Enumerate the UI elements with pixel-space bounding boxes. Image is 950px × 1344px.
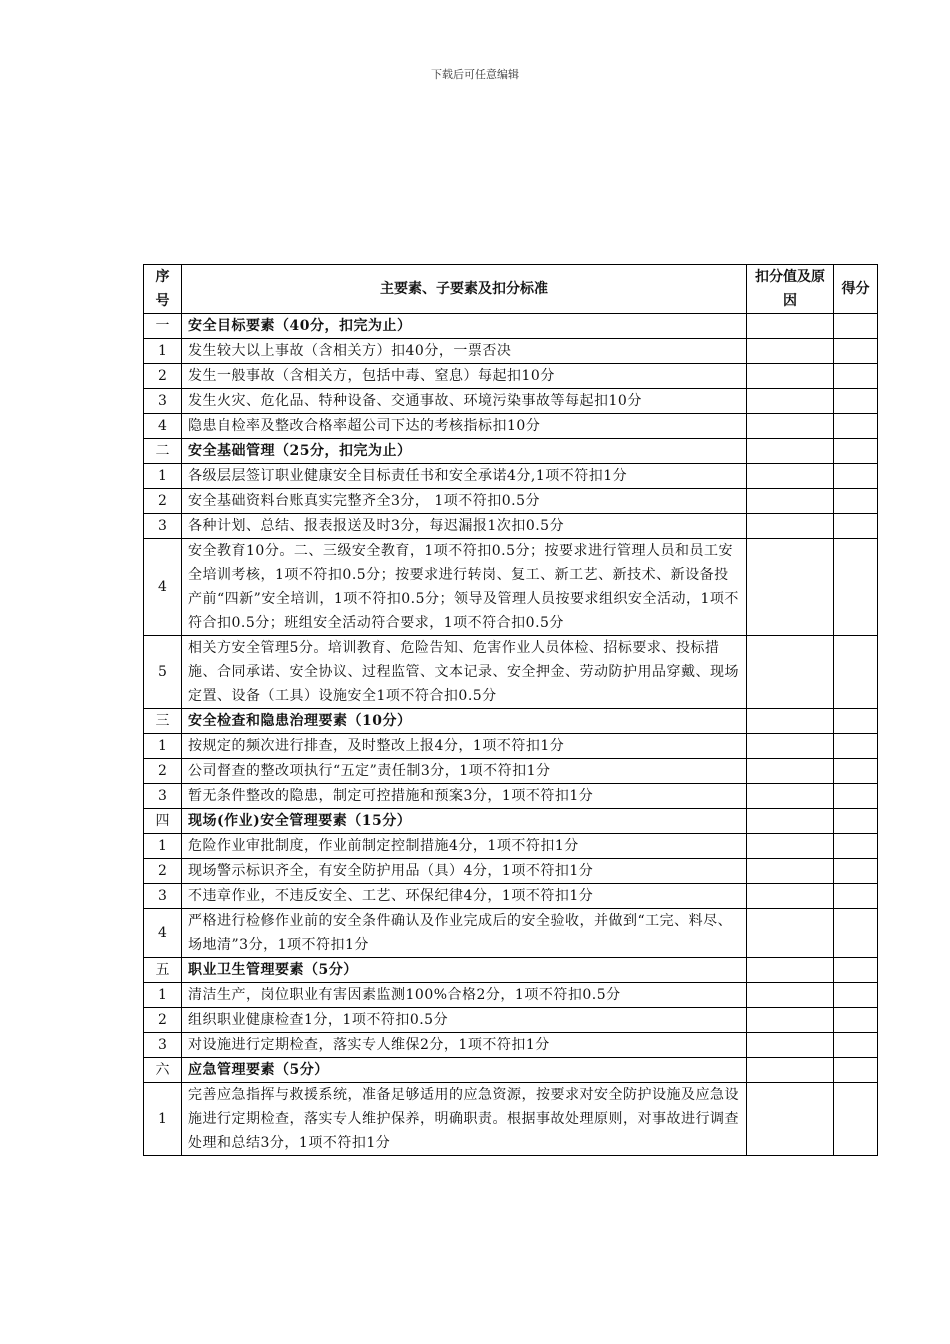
score-cell bbox=[834, 1033, 878, 1058]
table-row bbox=[144, 884, 878, 909]
criterion-text: 对设施进行定期检查，落实专人维保2分，1项不符扣1分 bbox=[182, 1033, 747, 1058]
table-row bbox=[144, 489, 878, 514]
score-cell bbox=[834, 439, 878, 464]
criterion-text: 安全基础资料台账真实完整齐全3分， 1项不符扣0.5分 bbox=[182, 489, 747, 514]
deduction-cell bbox=[747, 834, 834, 859]
table-row bbox=[144, 859, 878, 884]
row-number: 1 bbox=[144, 339, 182, 364]
deduction-cell bbox=[747, 339, 834, 364]
table-row bbox=[144, 834, 878, 859]
row-number: 3 bbox=[144, 884, 182, 909]
deduction-cell bbox=[747, 809, 834, 834]
score-cell bbox=[834, 636, 878, 709]
table-row bbox=[144, 414, 878, 439]
criterion-text: 发生一般事故（含相关方，包括中毒、窒息）每起扣10分 bbox=[182, 364, 747, 389]
score-cell bbox=[834, 784, 878, 809]
deduction-cell bbox=[747, 958, 834, 983]
header-score: 得分 bbox=[834, 265, 878, 314]
section-row bbox=[144, 314, 878, 339]
row-number: 2 bbox=[144, 364, 182, 389]
deduction-cell bbox=[747, 859, 834, 884]
score-cell bbox=[834, 709, 878, 734]
table-row bbox=[144, 464, 878, 489]
deduction-cell bbox=[747, 734, 834, 759]
score-cell bbox=[834, 414, 878, 439]
section-row bbox=[144, 709, 878, 734]
table-row bbox=[144, 1083, 878, 1156]
criterion-text: 完善应急指挥与救援系统，准备足够适用的应急资源，按要求对安全防护设施及应急设施进行定期检查，落实专人维护保养，明确职责。根据事故处理原则，对事故进行调查处理和总结3分，1项不符扣1分 bbox=[182, 1083, 747, 1156]
row-number: 五 bbox=[144, 958, 182, 983]
section-row bbox=[144, 958, 878, 983]
section-row bbox=[144, 439, 878, 464]
score-cell bbox=[834, 958, 878, 983]
table-row bbox=[144, 909, 878, 958]
score-cell bbox=[834, 834, 878, 859]
deduction-cell bbox=[747, 539, 834, 636]
score-cell bbox=[834, 1058, 878, 1083]
row-number: 1 bbox=[144, 734, 182, 759]
deduction-cell bbox=[747, 759, 834, 784]
criterion-text: 不违章作业，不违反安全、工艺、环保纪律4分，1项不符扣1分 bbox=[182, 884, 747, 909]
criterion-text: 发生较大以上事故（含相关方）扣40分，一票否决 bbox=[182, 339, 747, 364]
row-number: 四 bbox=[144, 809, 182, 834]
criterion-text: 清洁生产，岗位职业有害因素监测100%合格2分，1项不符扣0.5分 bbox=[182, 983, 747, 1008]
deduction-cell bbox=[747, 884, 834, 909]
score-cell bbox=[834, 489, 878, 514]
score-cell bbox=[834, 464, 878, 489]
criterion-text: 各种计划、总结、报表报送及时3分，每迟漏报1次扣0.5分 bbox=[182, 514, 747, 539]
criterion-text: 现场警示标识齐全，有安全防护用品（具）4分，1项不符扣1分 bbox=[182, 859, 747, 884]
criterion-text: 隐患自检率及整改合格率超公司下达的考核指标扣10分 bbox=[182, 414, 747, 439]
table-row bbox=[144, 389, 878, 414]
row-number: 3 bbox=[144, 514, 182, 539]
table-header-row bbox=[144, 265, 878, 314]
row-number: 六 bbox=[144, 1058, 182, 1083]
table-row bbox=[144, 1008, 878, 1033]
row-number: 三 bbox=[144, 709, 182, 734]
deduction-cell bbox=[747, 389, 834, 414]
row-number: 2 bbox=[144, 1008, 182, 1033]
header-note: 下载后可任意编辑 bbox=[431, 68, 519, 81]
table-row bbox=[144, 759, 878, 784]
score-cell bbox=[834, 884, 878, 909]
row-number: 3 bbox=[144, 784, 182, 809]
section-title: 职业卫生管理要素（5分） bbox=[182, 958, 747, 983]
row-number: 3 bbox=[144, 389, 182, 414]
deduction-cell bbox=[747, 514, 834, 539]
header-main: 主要素、子要素及扣分标准 bbox=[182, 265, 747, 314]
row-number: 1 bbox=[144, 464, 182, 489]
table-row bbox=[144, 514, 878, 539]
section-row bbox=[144, 1058, 878, 1083]
table-row bbox=[144, 1033, 878, 1058]
deduction-cell bbox=[747, 414, 834, 439]
score-cell bbox=[834, 539, 878, 636]
row-number: 3 bbox=[144, 1033, 182, 1058]
row-number: 1 bbox=[144, 983, 182, 1008]
score-cell bbox=[834, 859, 878, 884]
criterion-text: 相关方安全管理5分。培训教育、危险告知、危害作业人员体检、招标要求、投标措施、合同承诺、安全协议、过程监管、文本记录、安全押金、劳动防护用品穿戴、现场定置、设备（工具）设施安全1项不符合扣0.5分 bbox=[182, 636, 747, 709]
deduction-cell bbox=[747, 1083, 834, 1156]
row-number: 4 bbox=[144, 539, 182, 636]
row-number: 一 bbox=[144, 314, 182, 339]
deduction-cell bbox=[747, 1033, 834, 1058]
score-cell bbox=[834, 514, 878, 539]
score-cell bbox=[834, 909, 878, 958]
deduction-cell bbox=[747, 1008, 834, 1033]
deduction-cell bbox=[747, 489, 834, 514]
score-cell bbox=[834, 983, 878, 1008]
row-number: 4 bbox=[144, 909, 182, 958]
score-cell bbox=[834, 389, 878, 414]
section-title: 现场(作业)安全管理要素（15分） bbox=[182, 809, 747, 834]
row-number: 1 bbox=[144, 1083, 182, 1156]
row-number: 2 bbox=[144, 489, 182, 514]
criterion-text: 按规定的频次进行排查，及时整改上报4分，1项不符扣1分 bbox=[182, 734, 747, 759]
deduction-cell bbox=[747, 983, 834, 1008]
table-body bbox=[144, 314, 878, 1156]
row-number: 2 bbox=[144, 859, 182, 884]
section-title: 安全目标要素（40分，扣完为止） bbox=[182, 314, 747, 339]
header-no: 序号 bbox=[144, 265, 182, 314]
section-title: 安全基础管理（25分，扣完为止） bbox=[182, 439, 747, 464]
row-number: 1 bbox=[144, 834, 182, 859]
section-title: 应急管理要素（5分） bbox=[182, 1058, 747, 1083]
score-cell bbox=[834, 809, 878, 834]
deduction-cell bbox=[747, 464, 834, 489]
table-row bbox=[144, 784, 878, 809]
deduction-cell bbox=[747, 1058, 834, 1083]
deduction-cell bbox=[747, 439, 834, 464]
table-row bbox=[144, 734, 878, 759]
deduction-cell bbox=[747, 909, 834, 958]
score-cell bbox=[834, 364, 878, 389]
section-title: 安全检查和隐患治理要素（10分） bbox=[182, 709, 747, 734]
deduction-cell bbox=[747, 709, 834, 734]
score-cell bbox=[834, 1008, 878, 1033]
score-cell bbox=[834, 1083, 878, 1156]
section-row bbox=[144, 809, 878, 834]
criterion-text: 暂无条件整改的隐患，制定可控措施和预案3分，1项不符扣1分 bbox=[182, 784, 747, 809]
row-number: 5 bbox=[144, 636, 182, 709]
scoring-table bbox=[143, 264, 878, 1156]
criterion-text: 公司督查的整改项执行“五定”责任制3分，1项不符扣1分 bbox=[182, 759, 747, 784]
criterion-text: 危险作业审批制度，作业前制定控制措施4分，1项不符扣1分 bbox=[182, 834, 747, 859]
criterion-text: 安全教育10分。二、三级安全教育，1项不符扣0.5分；按要求进行管理人员和员工安全培训考核，1项不符扣0.5分；按要求进行转岗、复工、新工艺、新技术、新设备投产前“四新”安全培训，1项不符扣0.5分；领导及管理人员按要求组织安全活动，1项不符合扣0.5分；班组安全活动符合要求，1项不符合扣0.5分 bbox=[182, 539, 747, 636]
row-number: 2 bbox=[144, 759, 182, 784]
score-cell bbox=[834, 734, 878, 759]
deduction-cell bbox=[747, 314, 834, 339]
criterion-text: 各级层层签订职业健康安全目标责任书和安全承诺4分,1项不符扣1分 bbox=[182, 464, 747, 489]
criterion-text: 严格进行检修作业前的安全条件确认及作业完成后的安全验收，并做到“工完、料尽、场地清”3分，1项不符扣1分 bbox=[182, 909, 747, 958]
deduction-cell bbox=[747, 636, 834, 709]
table-row bbox=[144, 364, 878, 389]
header-deduction: 扣分值及原因 bbox=[747, 265, 834, 314]
table-row bbox=[144, 636, 878, 709]
deduction-cell bbox=[747, 784, 834, 809]
row-number: 4 bbox=[144, 414, 182, 439]
row-number: 二 bbox=[144, 439, 182, 464]
criterion-text: 发生火灾、危化品、特种设备、交通事故、环境污染事故等每起扣10分 bbox=[182, 389, 747, 414]
table-row bbox=[144, 983, 878, 1008]
table-row bbox=[144, 339, 878, 364]
score-cell bbox=[834, 314, 878, 339]
score-cell bbox=[834, 759, 878, 784]
criterion-text: 组织职业健康检查1分，1项不符扣0.5分 bbox=[182, 1008, 747, 1033]
table-row bbox=[144, 539, 878, 636]
score-cell bbox=[834, 339, 878, 364]
deduction-cell bbox=[747, 364, 834, 389]
